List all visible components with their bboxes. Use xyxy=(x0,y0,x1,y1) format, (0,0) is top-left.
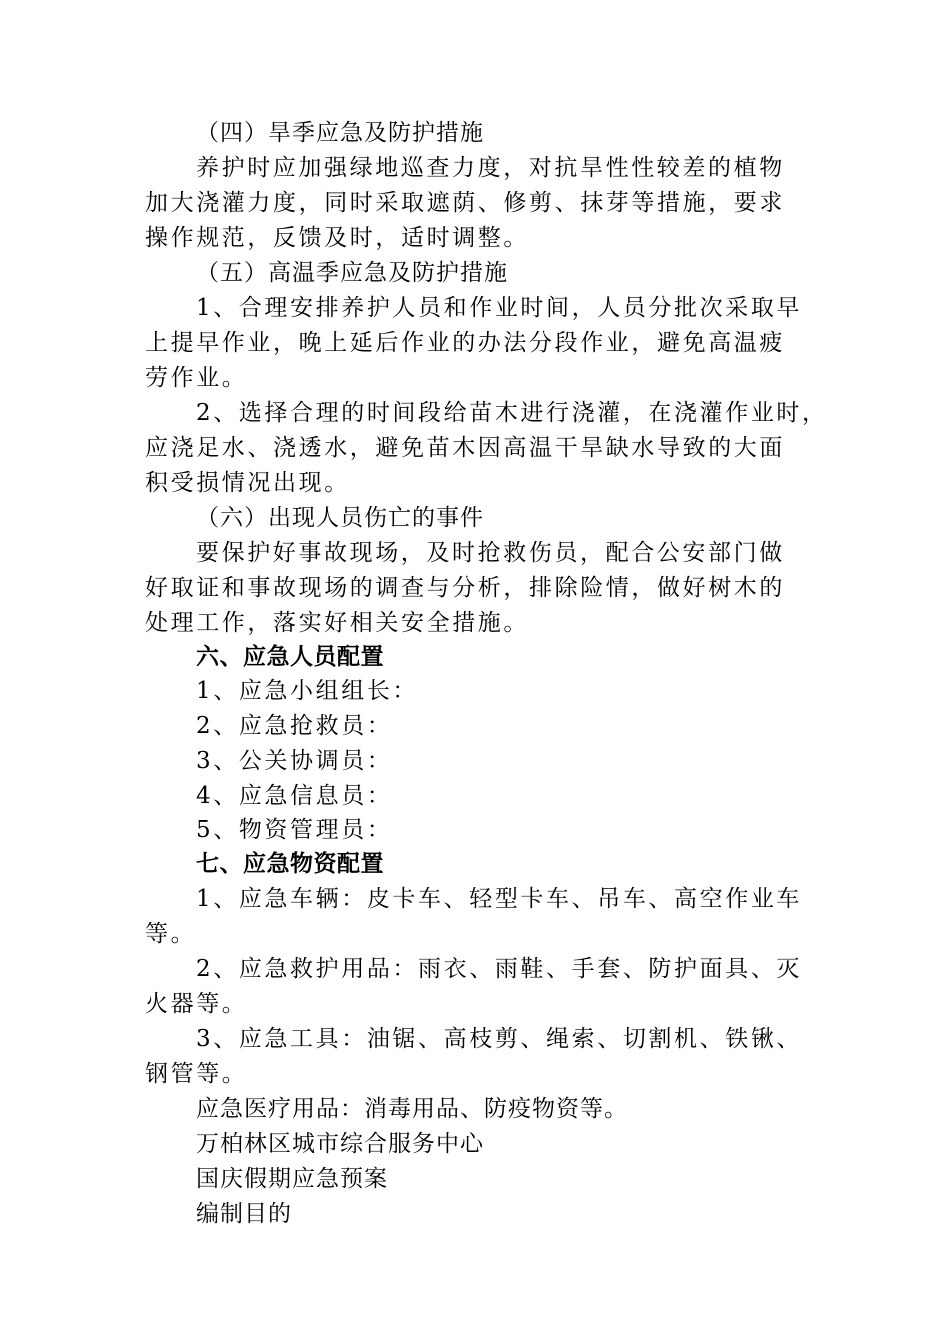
paragraph-line: 1、合理安排养护人员和作业时间，人员分批次采取早 xyxy=(196,295,803,321)
paragraph-line: 2、选择合理的时间段给苗木进行浇灌，在浇灌作业时， xyxy=(196,400,828,426)
list-item: 3、应急工具：油锯、高枝剪、绳索、切割机、铁锹、 xyxy=(196,1026,803,1052)
paragraph-line: 养护时应加强绿地巡查力度，对抗旱性性较差的植物 xyxy=(196,155,785,181)
section-heading-heat: （五）高温季应急及防护措施 xyxy=(196,260,508,286)
list-item: 3、公关协调员： xyxy=(196,748,393,774)
paragraph-line: 操作规范，反馈及时，适时调整。 xyxy=(145,225,529,251)
list-item: 2、应急救护用品：雨衣、雨鞋、手套、防护面具、灭 xyxy=(196,956,803,982)
list-item-continued: 等。 xyxy=(145,921,197,947)
list-item-continued: 钢管等。 xyxy=(145,1061,248,1087)
list-item: 1、应急车辆：皮卡车、轻型卡车、吊车、高空作业车 xyxy=(196,886,803,912)
paragraph-line: 应浇足水、浇透水，避免苗木因高温干旱缺水导致的大面 xyxy=(145,435,785,461)
paragraph-line: 劳作业。 xyxy=(145,365,248,391)
heading-materials: 七、应急物资配置 xyxy=(196,851,384,877)
paragraph-line: 好取证和事故现场的调查与分析，排除险情，做好树木的 xyxy=(145,575,785,601)
list-item-continued: 火器等。 xyxy=(145,991,248,1017)
paragraph-line: 上提早作业，晚上延后作业的办法分段作业，避免高温疲 xyxy=(145,330,785,356)
plan-title: 国庆假期应急预案 xyxy=(196,1166,388,1192)
paragraph-line: 处理工作，落实好相关安全措施。 xyxy=(145,610,529,636)
paragraph-line: 加大浇灌力度，同时采取遮荫、修剪、抹芽等措施，要求 xyxy=(145,190,785,216)
section-purpose: 编制目的 xyxy=(196,1201,292,1227)
section-heading-casualty: （六）出现人员伤亡的事件 xyxy=(196,505,484,531)
heading-personnel: 六、应急人员配置 xyxy=(196,644,384,670)
paragraph-line: 应急医疗用品：消毒用品、防疫物资等。 xyxy=(196,1096,628,1122)
paragraph-line: 要保护好事故现场，及时抢救伤员，配合公安部门做 xyxy=(196,540,785,566)
section-heading-drought: （四）旱季应急及防护措施 xyxy=(196,120,484,146)
list-item: 5、物资管理员： xyxy=(196,817,393,843)
list-item: 1、应急小组组长： xyxy=(196,678,419,704)
organization-name: 万柏林区城市综合服务中心 xyxy=(196,1131,484,1157)
paragraph-line: 积受损情况出现。 xyxy=(145,470,350,496)
list-item: 2、应急抢救员： xyxy=(196,713,393,739)
list-item: 4、应急信息员： xyxy=(196,783,393,809)
